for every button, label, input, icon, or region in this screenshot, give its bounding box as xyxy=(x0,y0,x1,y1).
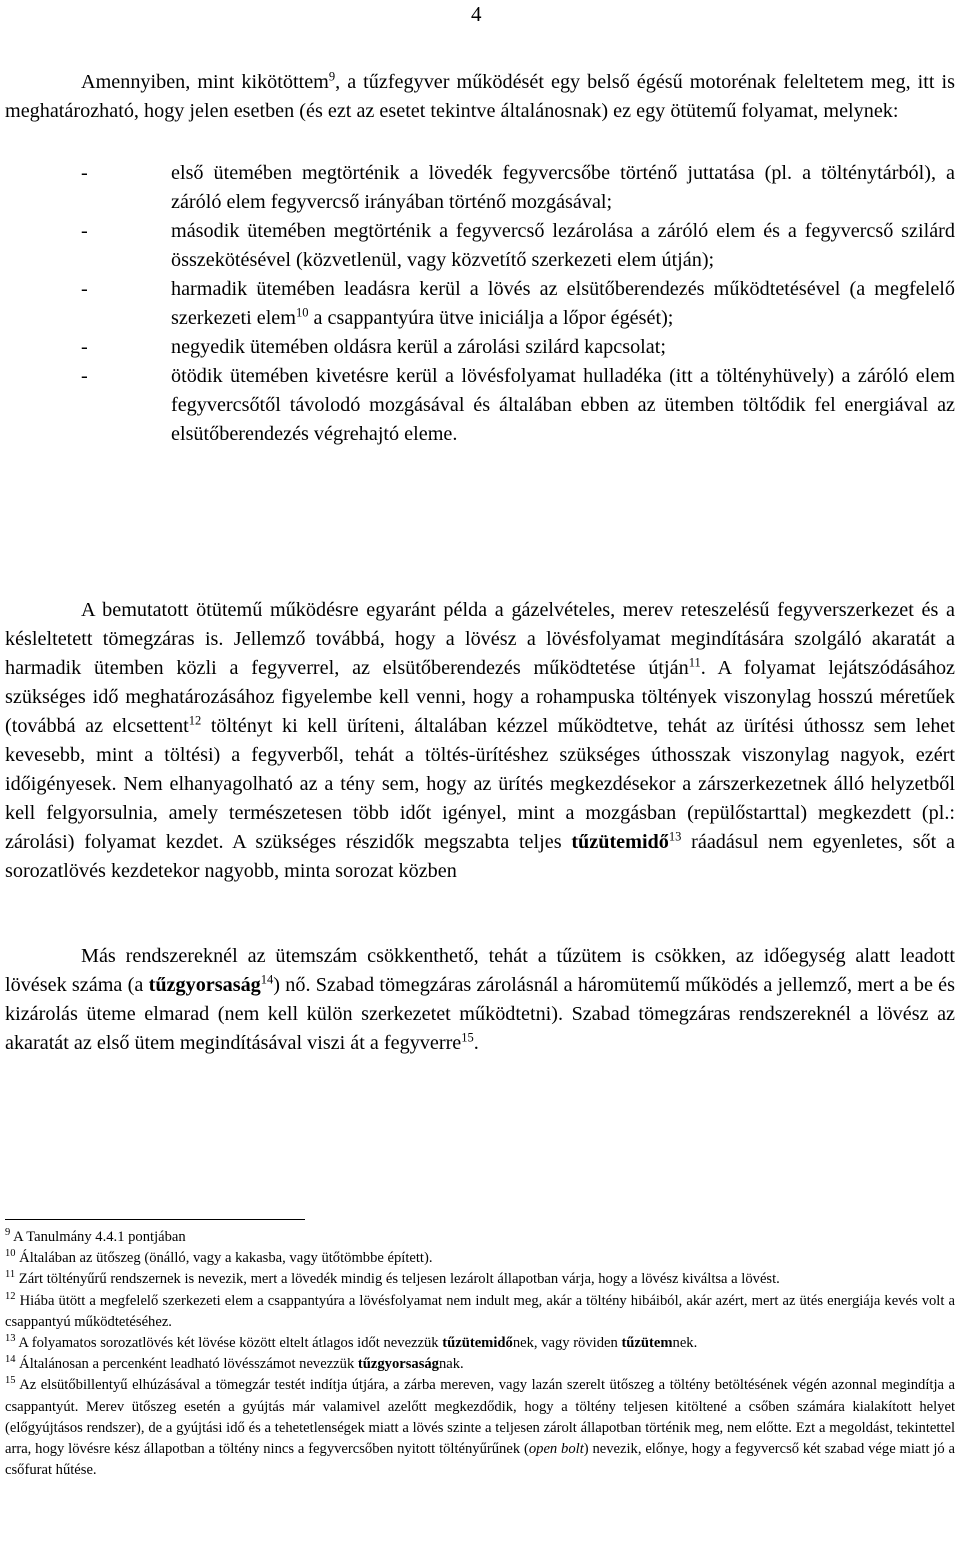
footnote xyxy=(5,1354,955,1375)
bold-term: tűzütemidő xyxy=(571,831,669,853)
footnote-text: Általánosan a percenként leadható lövésszámot nevezzük xyxy=(15,1356,358,1373)
footnote-text: A Tanulmány 4.4.1 pontjában xyxy=(10,1229,186,1245)
footnote xyxy=(5,1375,955,1481)
list-item xyxy=(5,275,955,333)
footnotes xyxy=(5,1227,955,1481)
footnote-text: nek, vagy röviden xyxy=(512,1335,622,1352)
list-item xyxy=(5,159,955,217)
footnote-text: Zárt töltényűrű rendszernek is nevezik, mert a lövedék mindig és teljesen lezárolt állapotban várja, hogy a lövész kiváltsa a lövést. xyxy=(15,1271,780,1288)
footnote-number: 14 xyxy=(5,1354,16,1366)
list-item-text: harmadik ütemében leadásra kerül a lövés az elsütőberendezés működtetésével (a megfelelő szerkezeti elem xyxy=(171,278,955,329)
intro-text: , a tűzfegyver működését egy belső égésű motorénak feleltetem meg, itt is meghatározható, hogy jelen esetben (és ezt az esetet tekintve általánosnak) ez egy ötütemű folyamat, melynek: xyxy=(5,71,955,122)
list-item-text: a csappantyúra ütve iniciálja a lőpor égését); xyxy=(308,307,674,329)
footnote xyxy=(5,1227,955,1248)
footnote-separator xyxy=(5,1219,305,1220)
footnote-ref[interactable]: 13 xyxy=(668,829,682,844)
paragraph-text: A bemutatott ötütemű működésre egyaránt példa a gázelvételes, merev reteszelésű fegyverszerkezet és a késleltetett tömegzáras is. Jellemző továbbá, hogy a lövész a lövésfolyamat megindítására szolgáló akaratát a harmadik ütemben közli a fegyverrel, az elsütőberendezés működtetése útján xyxy=(5,599,955,679)
footnote xyxy=(5,1291,955,1333)
list-item-text: második ütemében megtörténik a fegyvercső lezárolása a záróló elem és a fegyvercső szilárd összekötésével (közvetlenül, vagy közvetítő szerkezeti elem útján); xyxy=(171,220,955,271)
footnote-number: 12 xyxy=(5,1290,16,1302)
paragraph-three xyxy=(5,942,955,1058)
footnote-number: 10 xyxy=(5,1248,16,1260)
footnote-ref[interactable]: 9 xyxy=(328,69,336,84)
bold-term: tűzgyorsaság xyxy=(357,1356,439,1373)
footnote-ref[interactable]: 12 xyxy=(188,713,202,728)
footnote-text: Hiába ütött a megfelelő szerkezeti elem a csappantyúra a lövésfolyamat nem indult meg, akár a töltény hibáiból, akár azért, mert az ütés energiája kevés volt a csappantyú működtetéséhez. xyxy=(5,1292,955,1330)
list-item-text: első ütemében megtörténik a lövedék fegyvercsőbe történő juttatása (pl. a tölténytárból), a záróló elem fegyvercső irányában történő mozgásával; xyxy=(171,162,955,213)
footnote xyxy=(5,1269,955,1290)
footnote-number: 13 xyxy=(5,1333,16,1345)
list-item-text: negyedik ütemében oldásra kerül a zárolási szilárd kapcsolat; xyxy=(171,336,666,358)
paragraph-text: Más rendszereknél az ütemszám csökkenthető, tehát a tűzütem is csökken, az időegység alatt leadott lövések száma (a xyxy=(5,945,955,996)
footnote-number: 15 xyxy=(5,1375,16,1387)
footnote-ref[interactable]: 14 xyxy=(260,972,274,987)
footnote-ref[interactable]: 15 xyxy=(461,1030,474,1045)
intro-paragraph xyxy=(5,68,955,126)
footnote-number: 11 xyxy=(5,1269,16,1281)
footnote-ref[interactable]: 10 xyxy=(295,305,309,320)
list-dash: - xyxy=(81,278,88,300)
paragraph-text: . xyxy=(473,1032,479,1054)
footnote-text: Az elsütőbillentyű elhúzásával a tömegzár testét indítja útjára, a zárba mereven, vagy lazán szerelt ütőszeg a töltény betöltésének végén azonnal megindítja a csappantyút. Merev ütőszeg esetén a gyújtás már valamivel azelőtt megkezdődik, hogy a töltény teljesen kitöltené a csőben számára kialakított helyet (előgyújtásos rendszer), de a gyújtási idő és a tehetetlenségek miatt a lövés szinte a teljesen zárolt állapotban történik meg, nem előtte. Ezt a megoldást, tekintettel arra, hogy lövésre kész állapotban a töltény nincs a fegyvercsőben nyitott töltényűrűnek ( xyxy=(5,1377,955,1458)
intro-text: Amennyiben, mint kikötöttem xyxy=(81,71,329,93)
footnote xyxy=(5,1333,955,1354)
footnote-number: 9 xyxy=(5,1227,11,1239)
page-number: 4 xyxy=(471,2,482,26)
stroke-list xyxy=(5,159,955,449)
footnote-text: nak. xyxy=(438,1356,464,1373)
bold-term: tűzütem xyxy=(621,1335,673,1352)
list-item-text: ötödik ütemében kivetésre kerül a lövésfolyamat hulladéka (itt a töltényhüvely) a záróló elem fegyvercsőtől távolodó mozgásával és általában ebben az ütemben töltődik fel energiával az elsütőberendezés végrehajtó eleme. xyxy=(171,365,955,445)
list-item xyxy=(5,333,955,362)
footnote-text: nek. xyxy=(672,1335,698,1352)
list-dash: - xyxy=(81,365,88,387)
italic-term: open bolt xyxy=(528,1441,584,1458)
footnote-text: Általában az ütőszeg (önálló, vagy a kakasba, vagy ütőtömbbe épített). xyxy=(15,1250,433,1267)
list-item xyxy=(5,362,955,449)
list-dash: - xyxy=(81,220,88,242)
footnote-ref[interactable]: 11 xyxy=(688,655,701,670)
list-dash: - xyxy=(81,162,88,184)
footnote xyxy=(5,1248,955,1269)
paragraph-two xyxy=(5,596,955,886)
paragraph-text: töltényt ki kell üríteni, általában kézzel működtetve, tehát az ürítési úthossz sem lehet kevesebb, mint a töltési) a fegyverből, tehát a töltés-ürítéshez szükséges úthosszak viszonylag nagyok, ezért időigényesek. Nem elhanyagolható az a tény sem, hogy az ürítés megkezdésekor a zárszerkezetnek álló helyzetből kell felgyorsulnia, amely természetesen több időt igényel, mint a mozgásban (repülőstarttal) megkezdett (pl.: zárolási) folyamat kezdet. A szükséges részidők megszabta teljes xyxy=(5,715,955,853)
bold-term: tűzütemidő xyxy=(442,1335,513,1352)
paragraph-text: ráadásul nem egyenletes, sőt a sorozatlövés kezdetekor nagyobb, minta sorozat közben xyxy=(5,831,955,882)
bold-term: tűzgyorsaság xyxy=(148,974,261,996)
paragraph-text: . A folyamat lejátszódásához szükséges idő meghatározásához figyelembe kell venni, hogy a rohampuska töltények viszonylag hosszú méretűek (továbbá az elcsettent xyxy=(5,657,955,737)
footnote-text: A folyamatos sorozatlövés két lövése között eltelt átlagos időt nevezzük xyxy=(15,1335,443,1352)
footnote-text: ) nevezik, előnye, hogy a fegyvercső két szabad vége miatt jó a csőfurat hűtése. xyxy=(5,1441,956,1479)
list-item xyxy=(5,217,955,275)
paragraph-text: ) nő. Szabad tömegzáras zárolásnál a háromütemű működés a jellemző, mert a be és kizárolás üteme elmarad (nem kell külön szerkezetet működtetni). Szabad tömegzáras rendszereknél a lövész az akaratát az első ütem megindításával viszi át a fegyverre xyxy=(5,974,956,1054)
list-dash: - xyxy=(81,336,88,358)
